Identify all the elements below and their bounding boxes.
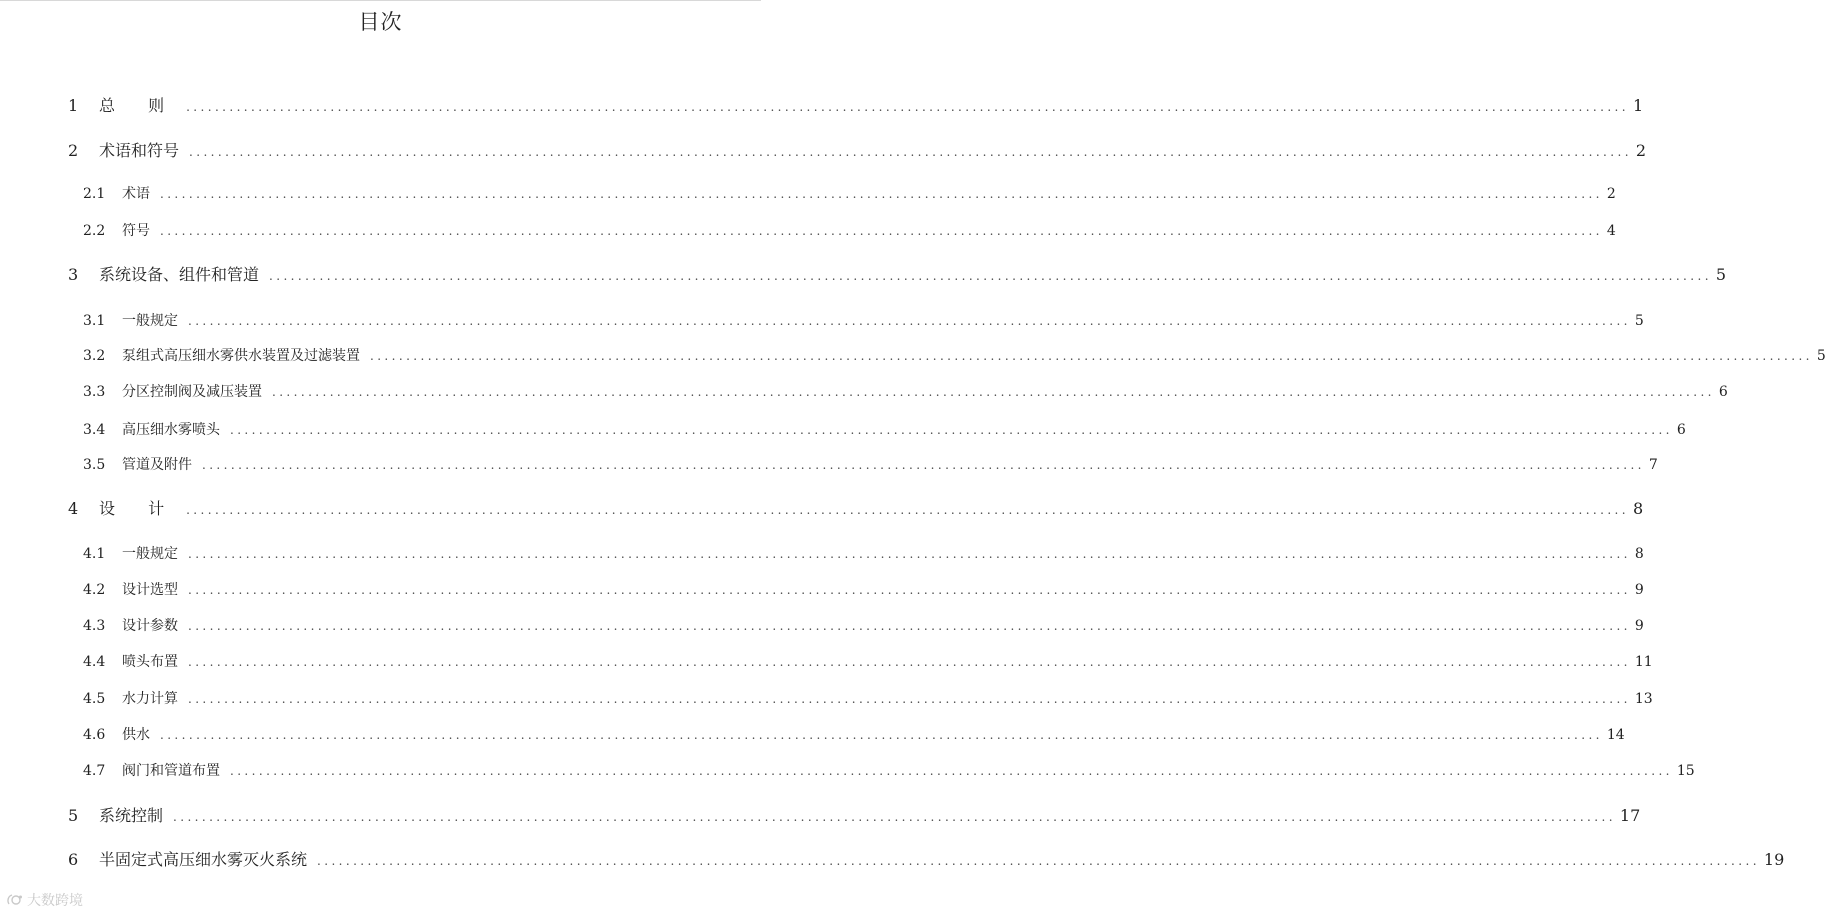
toc-title: 供水 [122,727,150,743]
toc-number: 4.2 [83,582,106,598]
toc-entry[interactable] [83,759,1695,783]
toc-title: 一般规定 [122,313,178,329]
toc-entry[interactable] [68,139,1647,163]
toc-entry[interactable] [83,542,1644,566]
dot-leader: ........................................................................................................................................................................................................ [188,547,1631,561]
dot-leader: ........................................................................................................................................................................................................ [173,810,1616,824]
dot-leader: ........................................................................................................................................................................................................ [186,100,1629,114]
toc-page-number: 7 [1648,457,1658,473]
dot-leader: ........................................................................................................................................................................................................ [188,314,1631,328]
toc-page-number: 19 [1763,850,1785,869]
dot-leader: ........................................................................................................................................................................................................ [160,728,1603,742]
toc-title: 喷头布置 [122,654,178,670]
toc-number: 3.4 [83,422,106,438]
watermark [6,890,83,910]
toc-title: 水力计算 [122,691,178,707]
dot-leader: ........................................................................................................................................................................................................ [189,145,1632,159]
toc-page-number: 5 [1634,313,1644,329]
dot-leader: ........................................................................................................................................................................................................ [160,187,1603,201]
toc-title: 半固定式高压细水雾灭火系统 [99,850,308,869]
toc-number: 2 [68,141,79,160]
toc-page-number: 6 [1676,422,1686,438]
toc-entry[interactable] [83,309,1644,333]
toc-title: 设计选型 [122,582,178,598]
dot-leader: ........................................................................................................................................................................................................ [317,854,1760,868]
toc-page-number: 11 [1634,654,1653,670]
dot-leader: ........................................................................................................................................................................................................ [272,385,1715,399]
toc-entry[interactable] [83,614,1644,638]
toc-entry[interactable] [83,380,1728,404]
toc-number: 6 [68,850,79,869]
page-title: 目次 [358,10,403,34]
toc-entry[interactable] [83,578,1644,602]
page-top-border [0,0,761,1]
toc-page-number: 8 [1632,499,1644,518]
toc-page-number: 5 [1816,348,1826,364]
toc-entry[interactable] [83,650,1653,674]
toc-number: 4.1 [83,546,106,562]
toc-number: 3.5 [83,457,106,473]
toc-number: 3 [68,265,79,284]
toc-entry[interactable] [83,723,1625,747]
dot-leader: ........................................................................................................................................................................................................ [269,269,1712,283]
dot-leader: ........................................................................................................................................................................................................ [188,692,1631,706]
toc-number: 5 [68,806,79,825]
toc-entry[interactable] [83,418,1686,442]
toc-number: 4.6 [83,727,106,743]
dot-leader: ........................................................................................................................................................................................................ [230,764,1673,778]
toc-entry[interactable] [68,848,1785,872]
toc-title: 系统设备、组件和管道 [99,265,260,284]
dot-leader: ........................................................................................................................................................................................................ [230,423,1673,437]
toc-page-number: 8 [1634,546,1644,562]
toc-page-number: 15 [1676,763,1695,779]
toc-entry[interactable] [83,453,1658,477]
dot-leader: ........................................................................................................................................................................................................ [186,503,1629,517]
toc-page-number: 13 [1634,691,1653,707]
toc-entry[interactable] [83,344,1826,368]
toc-page-number: 4 [1606,223,1616,239]
toc-title: 泵组式高压细水雾供水装置及过滤装置 [122,348,360,364]
toc-entry[interactable] [83,219,1616,243]
watermark-text: 大数跨境 [27,893,83,909]
toc-number: 4.3 [83,618,106,634]
dot-leader: ........................................................................................................................................................................................................ [188,583,1631,597]
toc-number: 4.4 [83,654,106,670]
toc-title: 一般规定 [122,546,178,562]
toc-page-number: 2 [1606,186,1616,202]
toc-entry[interactable] [83,182,1616,206]
toc-number: 4.5 [83,691,106,707]
toc-title: 符号 [122,223,150,239]
toc-number: 4 [68,499,79,518]
toc-entry[interactable] [68,94,1644,118]
toc-page-number: 1 [1632,96,1644,115]
toc-title: 系统控制 [99,806,164,825]
toc-entry[interactable] [68,804,1641,828]
toc-number: 3.1 [83,313,106,329]
toc-title: 分区控制阀及减压装置 [122,384,262,400]
toc-number: 4.7 [83,763,106,779]
toc-number: 3.3 [83,384,106,400]
toc-page-number: 5 [1715,265,1727,284]
toc-entry[interactable] [68,497,1644,521]
toc-entry[interactable] [83,687,1653,711]
dot-leader: ........................................................................................................................................................................................................ [160,224,1603,238]
toc-page-number: 6 [1718,384,1728,400]
dot-leader: ........................................................................................................................................................................................................ [370,349,1813,363]
toc-page-number: 9 [1634,618,1644,634]
toc-title: 设 计 [99,499,179,518]
toc-page-number: 14 [1606,727,1625,743]
toc-page-number: 17 [1619,806,1641,825]
toc-number: 2.2 [83,223,106,239]
toc-title: 设计参数 [122,618,178,634]
watermark-logo-icon [6,893,24,907]
toc-title: 高压细水雾喷头 [122,422,220,438]
toc-title: 阀门和管道布置 [122,763,220,779]
dot-leader: ........................................................................................................................................................................................................ [188,619,1631,633]
toc-title: 管道及附件 [122,457,192,473]
toc-title: 术语 [122,186,150,202]
toc-title: 总 则 [99,96,179,115]
dot-leader: ........................................................................................................................................................................................................ [188,655,1631,669]
toc-number: 3.2 [83,348,106,364]
toc-page-number: 9 [1634,582,1644,598]
toc-number: 2.1 [83,186,106,202]
toc-page-number: 2 [1635,141,1647,160]
toc-entry[interactable] [68,263,1727,287]
dot-leader: ........................................................................................................................................................................................................ [202,458,1645,472]
toc-number: 1 [68,96,79,115]
toc-title: 术语和符号 [99,141,180,160]
